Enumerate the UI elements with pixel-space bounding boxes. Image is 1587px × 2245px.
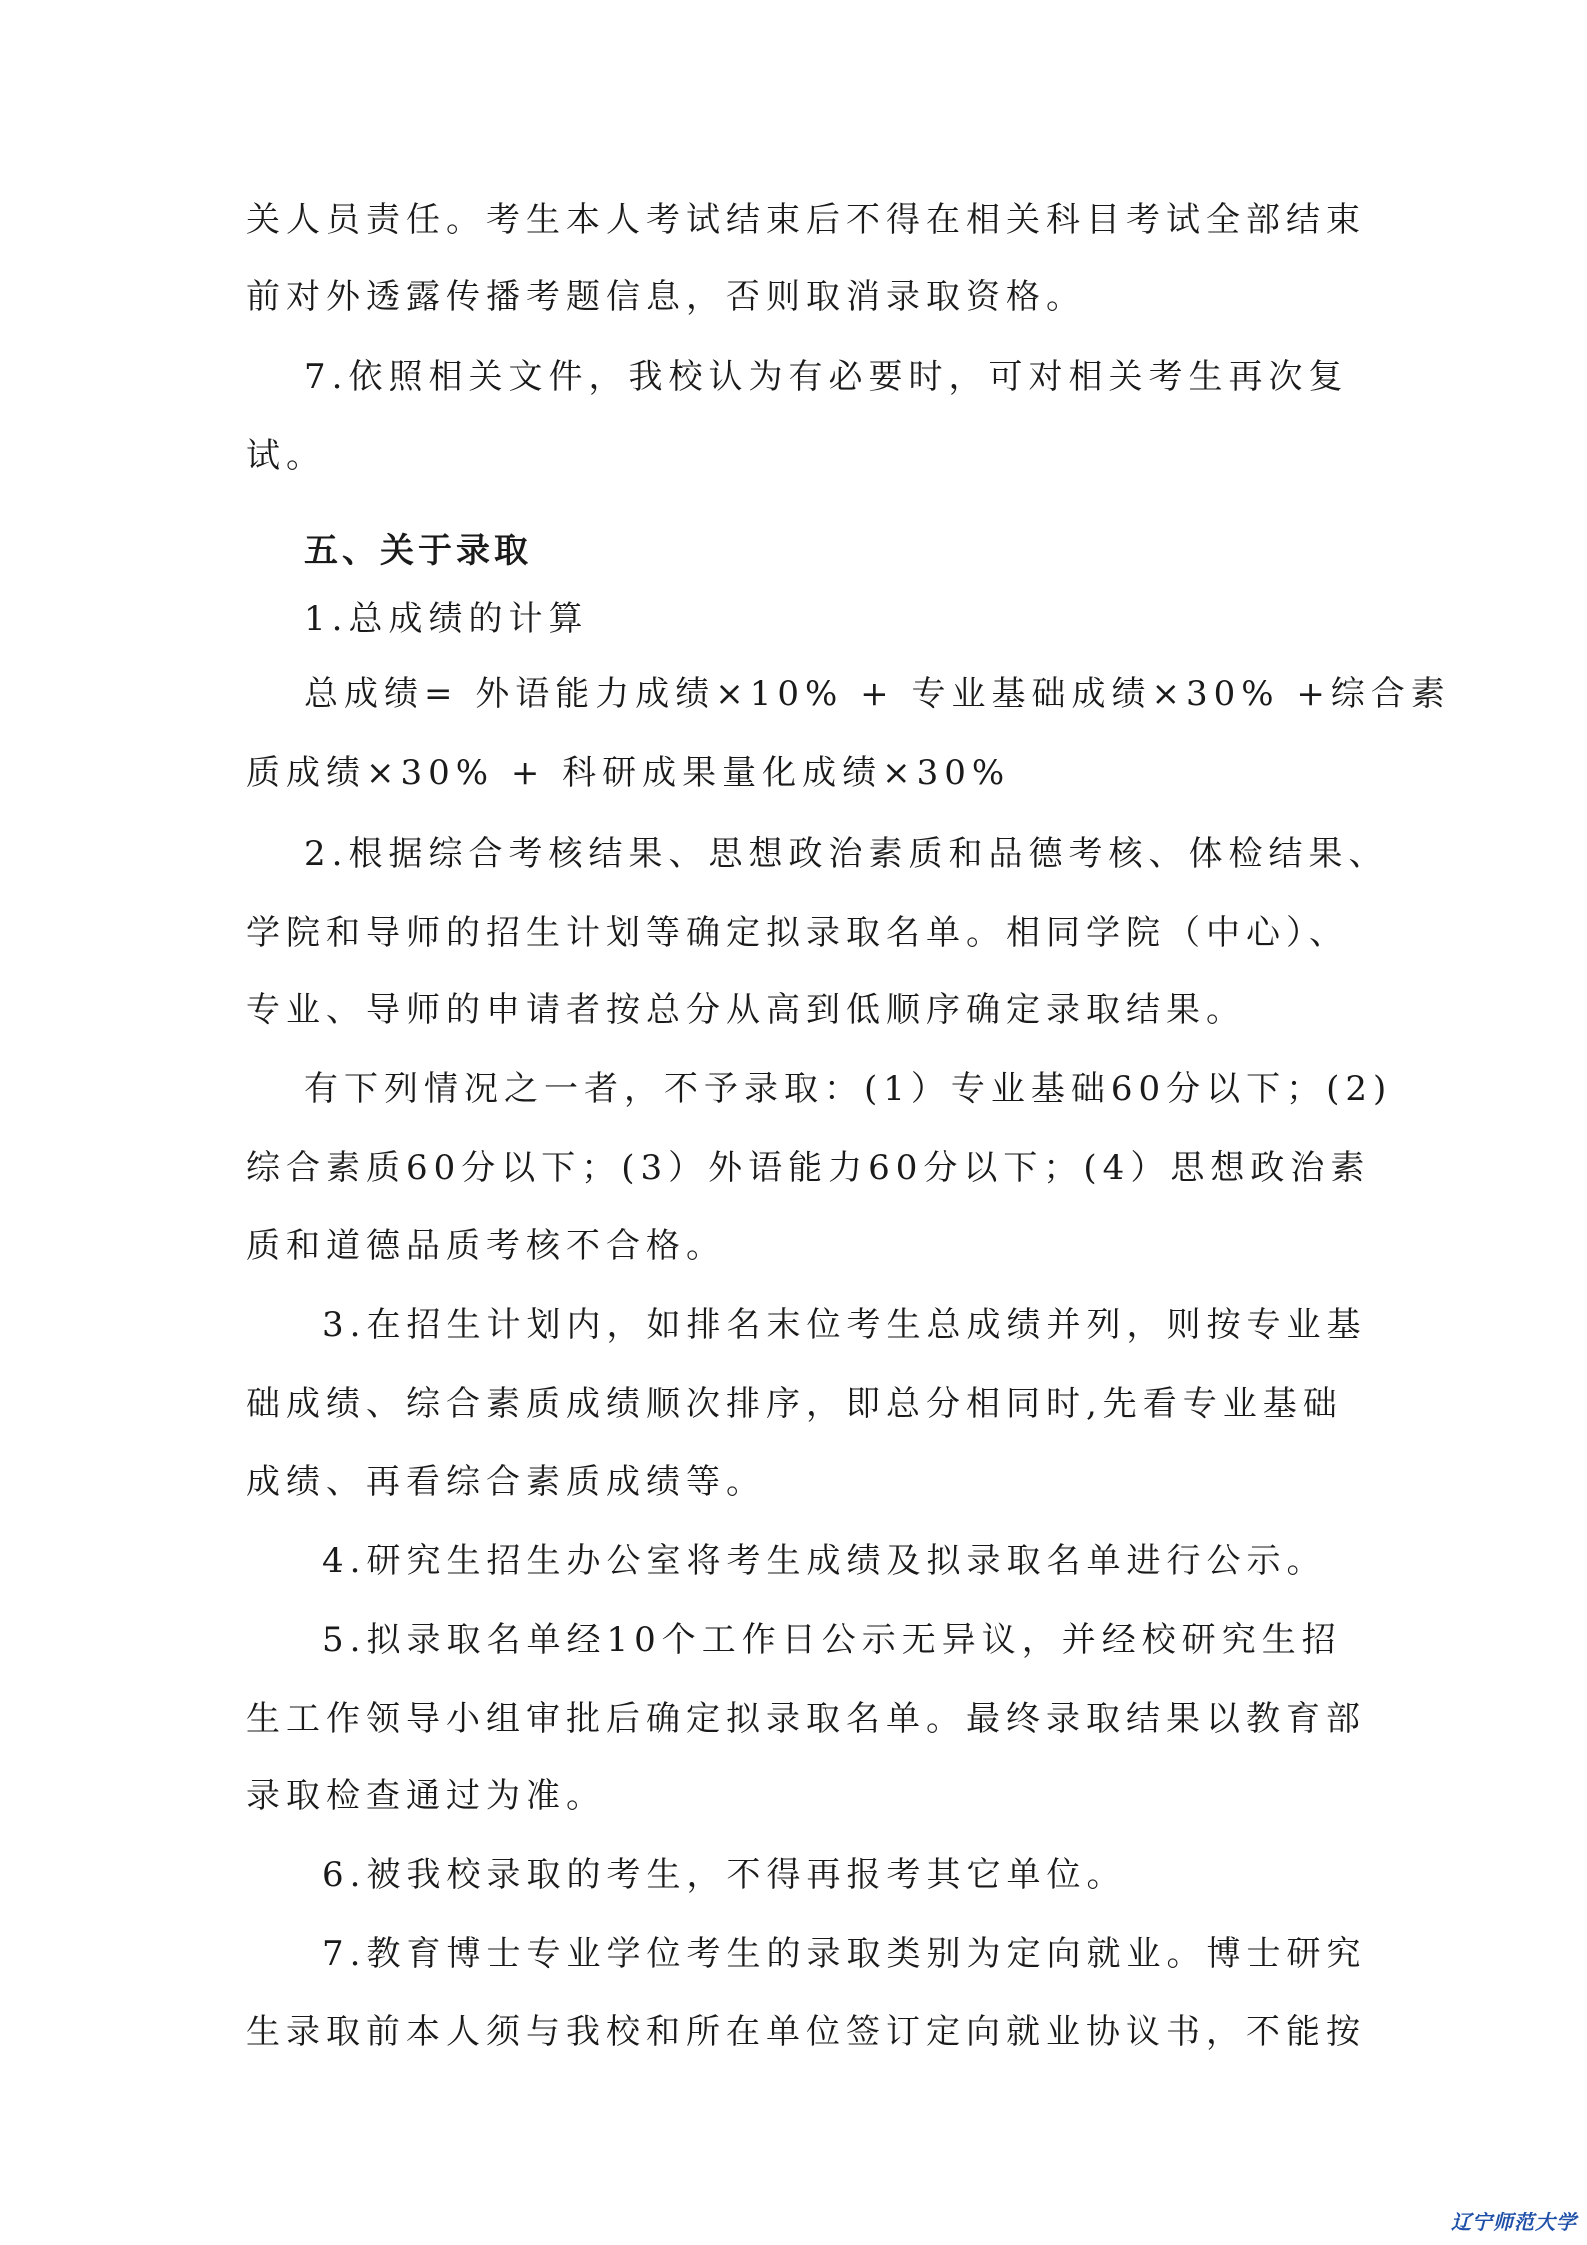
text-line: 5.拟录取名单经10个工作日公示无异议，并经校研究生招 <box>322 1620 1342 1660</box>
text-line: 生工作领导小组审批后确定拟录取名单。最终录取结果以教育部 <box>246 1699 1366 1739</box>
text-line: 3.在招生计划内，如排名末位考生总成绩并列，则按专业基 <box>322 1305 1367 1345</box>
text-line: 7.依照相关文件，我校认为有必要时，可对相关考生再次复 <box>304 357 1349 397</box>
text-line: 前对外透露传播考题信息，否则取消录取资格。 <box>246 277 1086 317</box>
text-line: 生录取前本人须与我校和所在单位签订定向就业协议书，不能按 <box>246 2012 1366 2052</box>
text-line: 7.教育博士专业学位考生的录取类别为定向就业。博士研究 <box>322 1934 1367 1974</box>
text-line: 试。 <box>246 436 326 476</box>
university-watermark: 辽宁师范大学 <box>1451 2210 1577 2234</box>
text-line: 2.根据综合考核结果、思想政治素质和品德考核、体检结果、 <box>304 834 1389 874</box>
text-line: 础成绩、综合素质成绩顺次排序，即总分相同时,先看专业基础 <box>246 1384 1343 1424</box>
text-line: 关人员责任。考生本人考试结束后不得在相关科目考试全部结束 <box>246 200 1366 240</box>
text-line: 6.被我校录取的考生，不得再报考其它单位。 <box>322 1855 1127 1895</box>
section-heading: 五、关于录取 <box>304 531 532 571</box>
formula-line: 质成绩×30% + 科研成果量化成绩×30% <box>246 753 1011 793</box>
text-line: 1.总成绩的计算 <box>304 599 589 639</box>
text-line: 学院和导师的招生计划等确定拟录取名单。相同学院（中心）、 <box>246 913 1349 953</box>
text-line: 录取检查通过为准。 <box>246 1776 606 1816</box>
text-line: 有下列情况之一者，不予录取：(1）专业基础60分以下；(2) <box>304 1069 1393 1109</box>
text-line: 综合素质60分以下；(3）外语能力60分以下；(4）思想政治素 <box>246 1148 1371 1188</box>
text-line: 4.研究生招生办公室将考生成绩及拟录取名单进行公示。 <box>322 1541 1327 1581</box>
text-line: 质和道德品质考核不合格。 <box>246 1226 726 1266</box>
text-line: 专业、导师的申请者按总分从高到低顺序确定录取结果。 <box>246 990 1246 1030</box>
text-line: 成绩、再看综合素质成绩等。 <box>246 1462 766 1502</box>
formula-line: 总成绩= 外语能力成绩×10% + 专业基础成绩×30% +综合素 <box>304 674 1451 714</box>
